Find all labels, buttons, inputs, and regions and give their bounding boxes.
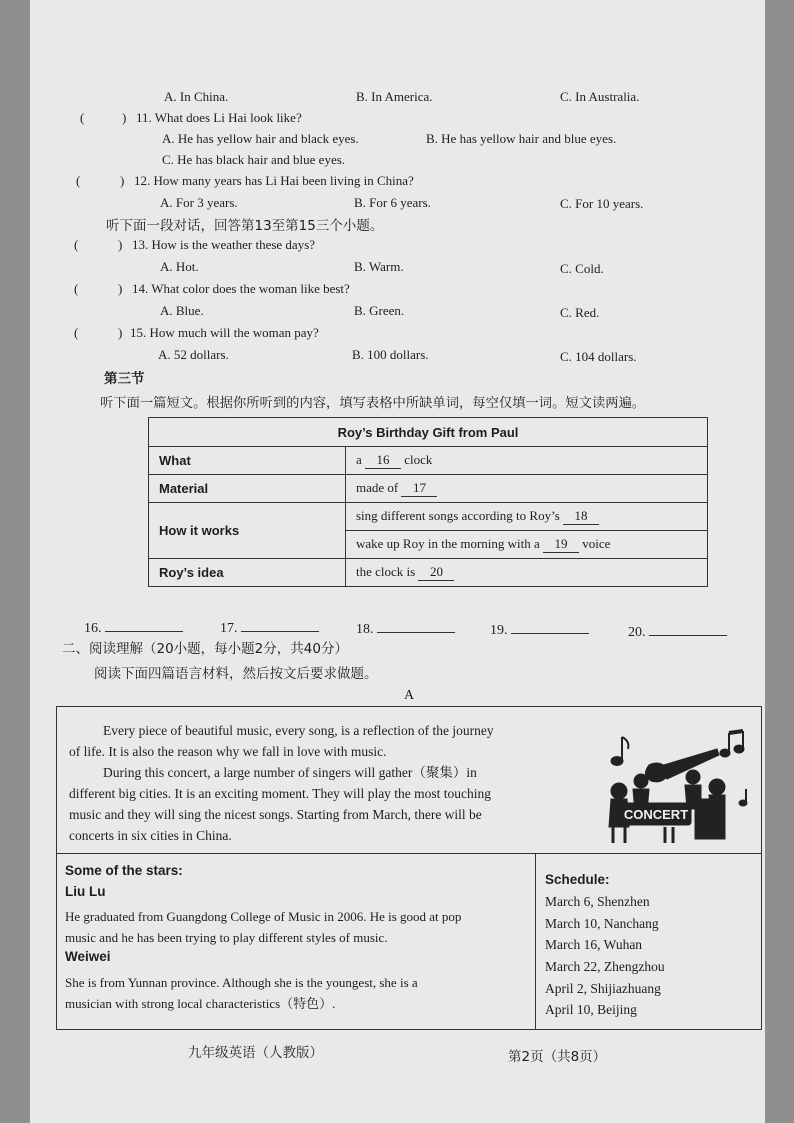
q11-answer-close: ) [122, 110, 127, 125]
reading-passage-box [56, 706, 762, 1030]
q13-option-a: A. Hot. [160, 259, 199, 274]
birthday-gift-table [148, 417, 708, 587]
row-value-what: a 16 clock [346, 447, 708, 475]
blank-18[interactable]: 18 [563, 508, 599, 525]
q13-option-c: C. Cold. [560, 261, 604, 276]
q12-question: 12. How many years has Li Hai been living in China? [134, 173, 414, 188]
passage-p2-line3: music and they will sing the nicest songs. Starting from March, there will be [69, 807, 482, 822]
q11-question: 11. What does Li Hai look like? [136, 110, 302, 125]
part2-title: 二、阅读理解（20小题，每小题2分，共40分） [62, 641, 348, 657]
q11-option-a: A. He has yellow hair and black eyes. [162, 131, 359, 146]
star-2-line1: She is from Yunnan province. Although she is the youngest, she is a [65, 975, 418, 990]
star-2-line2: musician with strong local characteristics（特色）. [65, 996, 336, 1011]
star-1-line2: music and he has been trying to play different styles of music. [65, 930, 388, 945]
blank-19[interactable]: 19 [543, 536, 579, 553]
box-divider-vertical [535, 853, 536, 1029]
schedule-item: March 10, Nanchang [545, 916, 659, 931]
answer-20[interactable]: 20. [628, 623, 727, 641]
star-2-name: Weiwei [65, 949, 111, 964]
q14-option-c: C. Red. [560, 305, 600, 320]
q14-option-a: A. Blue. [160, 303, 204, 318]
q15-option-a: A. 52 dollars. [158, 347, 229, 362]
section3-title: 第三节 [104, 371, 145, 387]
q12-answer-paren: ( [76, 173, 81, 188]
q13-question: 13. How is the weather these days? [132, 237, 316, 252]
part2-instruction: 阅读下面四篇语言材料，然后按文后要求做题。 [94, 666, 378, 682]
answer-18[interactable]: 18. [356, 620, 455, 638]
passage-p2-line2: different big cities. It is an exciting moment. They will play the most touching [69, 786, 492, 801]
passage-letter: A [404, 688, 415, 703]
schedule-item: April 10, Beijing [545, 1002, 637, 1017]
row-value-how-1: sing different songs according to Roy’s 18 [346, 503, 708, 531]
blank-16[interactable]: 16 [365, 452, 401, 469]
row-label-idea: Roy’s idea [149, 559, 346, 587]
q15-option-c: C. 104 dollars. [560, 349, 637, 364]
q14-option-b: B. Green. [354, 303, 405, 318]
instruction-13-15: 听下面一段对话，回答第13至第15三个小题。 [106, 218, 384, 234]
row-value-how-2: wake up Roy in the morning with a 19 voice [346, 531, 708, 559]
q15-answer-paren: ( [74, 325, 79, 340]
answer-16[interactable]: 16. [84, 619, 183, 637]
blank-20[interactable]: 20 [418, 564, 454, 581]
q11-answer-paren: ( [80, 110, 85, 125]
q13-option-b: B. Warm. [354, 259, 404, 274]
schedule-item: March 6, Shenzhen [545, 894, 650, 909]
q12-option-c: C. For 10 years. [560, 196, 644, 211]
q14-answer-paren: ( [74, 281, 79, 296]
q12-answer-close: ) [120, 173, 125, 188]
q12-option-a: A. For 3 years. [160, 195, 238, 210]
star-1-line1: He graduated from Guangdong College of Music in 2006. He is good at pop [65, 909, 462, 924]
passage-p2-line4: concerts in six cities in China. [69, 828, 232, 843]
stars-title: Some of the stars: [65, 863, 183, 878]
schedule-item: March 16, Wuhan [545, 937, 643, 952]
schedule-item: April 2, Shijiazhuang [545, 981, 661, 996]
concert-illustration-icon [597, 727, 757, 847]
box-divider-horizontal [57, 853, 761, 854]
q10-option-c: C. In Australia. [560, 89, 640, 104]
q15-question: 15. How much will the woman pay? [130, 325, 319, 340]
answer-17[interactable]: 17. [220, 619, 319, 637]
schedule-item: March 22, Zhengzhou [545, 959, 665, 974]
footer-course: 九年级英语（人教版） [188, 1045, 323, 1061]
q13-answer-close: ) [118, 237, 123, 252]
q12-option-b: B. For 6 years. [354, 195, 431, 210]
q11-option-c: C. He has black hair and blue eyes. [162, 152, 346, 167]
q13-answer-paren: ( [74, 237, 79, 252]
row-label-how: How it works [149, 503, 346, 559]
q14-answer-close: ) [118, 281, 123, 296]
row-value-idea: the clock is 20 [346, 559, 708, 587]
q11-option-b: B. He has yellow hair and blue eyes. [426, 131, 617, 146]
answer-19[interactable]: 19. [490, 621, 589, 639]
row-label-what: What [149, 447, 346, 475]
star-1-name: Liu Lu [65, 884, 106, 899]
concert-label: CONCERT [623, 807, 689, 822]
table-header: Roy’s Birthday Gift from Paul [149, 418, 708, 447]
q15-option-b: B. 100 dollars. [352, 347, 429, 362]
q14-question: 14. What color does the woman like best? [132, 281, 350, 296]
passage-p2-line1: During this concert, a large number of singers will gather（聚集）in [103, 765, 477, 780]
q15-answer-close: ) [118, 325, 123, 340]
row-label-material: Material [149, 475, 346, 503]
q10-option-a: A. In China. [164, 89, 229, 104]
passage-p1-line1: Every piece of beautiful music, every song, is a reflection of the journey [103, 723, 494, 738]
blank-17[interactable]: 17 [401, 480, 437, 497]
footer-page-number: 第2页（共8页） [508, 1049, 607, 1065]
passage-p1-line2: of life. It is also the reason why we fall in love with music. [69, 744, 387, 759]
schedule-title: Schedule: [545, 872, 610, 887]
row-value-material: made of 17 [346, 475, 708, 503]
section3-instruction: 听下面一篇短文。根据你所听到的内容，填写表格中所缺单词，每空仅填一词。短文读两遍。 [100, 396, 646, 411]
q10-option-b: B. In America. [356, 89, 433, 104]
